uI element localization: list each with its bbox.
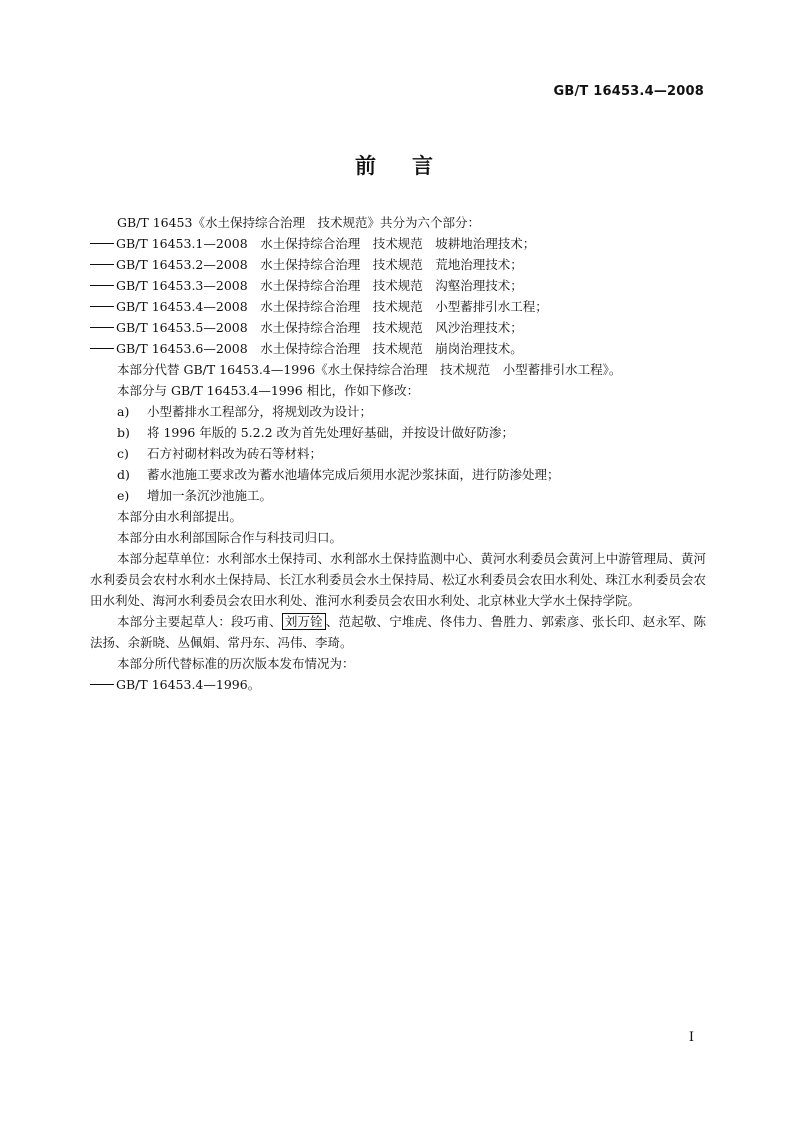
part-text: GB/T 16453.1—2008 水土保持综合治理 技术规范 坡耕地治理技术； (116, 236, 536, 251)
foreword-body (90, 212, 706, 695)
changes-intro: 本部分与 GB/T 16453.4—1996 相比，作如下修改： (117, 383, 420, 398)
part-item (90, 275, 706, 296)
history-intro: 本部分所代替标准的历次版本发布情况为： (117, 656, 355, 671)
drafters-prefix: 本部分主要起草人：段巧甫、 (117, 614, 282, 629)
em-dash (90, 285, 114, 286)
change-label: e) (117, 488, 130, 503)
change-item (90, 464, 706, 485)
change-label: c) (117, 446, 129, 461)
part-item (90, 338, 706, 359)
change-label: b) (117, 425, 130, 440)
part-item (90, 233, 706, 254)
change-text: 将 1996 年版的 5.2.2 改为首先处理好基础，并按设计做好防渗； (147, 425, 515, 440)
standard-code: GB/T 16453.4—2008 (553, 84, 704, 99)
part-text: GB/T 16453.5—2008 水土保持综合治理 技术规范 风沙治理技术； (116, 320, 523, 335)
part-text: GB/T 16453.6—2008 水土保持综合治理 技术规范 崩岗治理技术。 (116, 341, 523, 356)
change-label: a) (117, 404, 130, 419)
part-item (90, 317, 706, 338)
part-item (90, 254, 706, 275)
part-text: GB/T 16453.2—2008 水土保持综合治理 技术规范 荒地治理技术； (116, 257, 523, 272)
part-item (90, 296, 706, 317)
em-dash (90, 327, 114, 328)
replaces-line: 本部分代替 GB/T 16453.4—1996《水土保持综合治理 技术规范 小型蓄排引水工程》。 (117, 362, 622, 377)
em-dash (90, 684, 114, 685)
page-title: 前言 (355, 154, 469, 178)
change-label: d) (117, 467, 130, 482)
part-text: GB/T 16453.4—2008 水土保持综合治理 技术规范 小型蓄排引水工程； (116, 299, 548, 314)
change-text: 增加一条沉沙池施工。 (147, 488, 273, 503)
history-text: GB/T 16453.4—1996。 (116, 677, 261, 692)
history-item (90, 674, 706, 695)
proposed-by: 本部分由水利部提出。 (117, 509, 243, 524)
drafters (90, 611, 706, 653)
em-dash (90, 306, 114, 307)
intro-line: GB/T 16453《水土保持综合治理 技术规范》共分为六个部分： (117, 215, 480, 230)
em-dash (90, 264, 114, 265)
page-number: I (688, 1030, 694, 1045)
part-text: GB/T 16453.3—2008 水土保持综合治理 技术规范 沟壑治理技术； (116, 278, 523, 293)
em-dash (90, 348, 114, 349)
change-text: 小型蓄排水工程部分，将规划改为设计； (147, 404, 373, 419)
change-item (90, 485, 706, 506)
change-item (90, 443, 706, 464)
change-text: 石方衬砌材料改为砖石等材料； (147, 446, 323, 461)
change-text: 蓄水池施工要求改为蓄水池墙体完成后须用水泥沙浆抹面，进行防渗处理； (147, 467, 560, 482)
drafters-suffix: 、范起敬、宁堆虎、佟伟力、鲁胜力、郭索彦、张长印、赵永军、陈法扬、余新晓、丛佩娟、常丹东、冯伟、李琦。 (90, 614, 706, 650)
boxed-drafter-name: 刘万铨 (282, 613, 326, 630)
change-item (90, 422, 706, 443)
change-item (90, 401, 706, 422)
managed-by: 本部分由水利部国际合作与科技司归口。 (117, 530, 343, 545)
drafting-units: 本部分起草单位：水利部水土保持司、水利部水土保持监测中心、黄河水利委员会黄河上中游管理局、黄河水利委员会农村水利水土保持局、长江水利委员会水土保持局、松辽水利委员会农田水利处、珠江水利委员会农田水利处、海河水利委员会农田水利处、淮河水利委员会农田水利处、北京林业大学水土保持学院。 (90, 551, 706, 608)
em-dash (90, 243, 114, 244)
